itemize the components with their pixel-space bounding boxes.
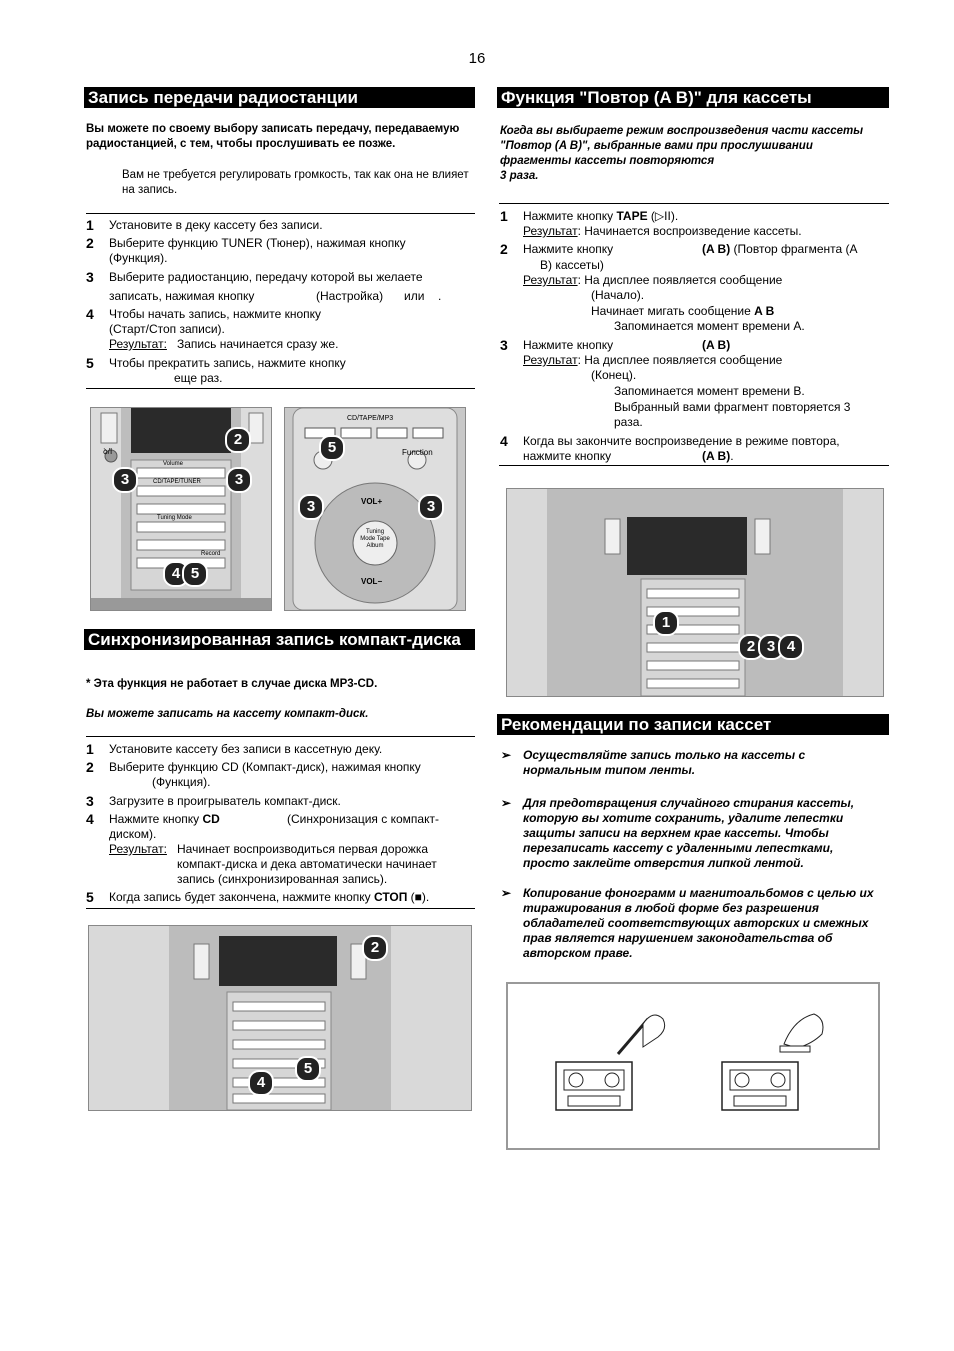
divider: [86, 736, 475, 737]
ab-repeat-unit-figure: [506, 488, 884, 697]
result-label: Результат: [523, 224, 578, 238]
unit-drawing: [507, 489, 883, 696]
step-button-name: (A B): [702, 338, 731, 352]
callout-badge: 5: [295, 1056, 321, 1082]
step-button-name: СТОП: [373, 890, 408, 904]
step-number: 1: [86, 741, 94, 757]
step-text: Чтобы прекратить запись, нажмите кнопку: [109, 356, 346, 370]
step-text-cont: (■).: [407, 890, 430, 904]
step-number: 3: [86, 269, 94, 285]
tip-text: Осуществляйте запись только на кассеты с нормальным типом ленты.: [523, 748, 806, 777]
remote-voldown-label: VOL−: [361, 577, 383, 586]
remote-top-label: CD/TAPE/MP3: [347, 415, 394, 422]
step-text-cont: .: [730, 449, 734, 463]
step-number: 1: [500, 208, 508, 224]
callout-badge: 3: [758, 634, 784, 660]
step-text-cont: (Функция).: [152, 775, 211, 789]
step-button-name: TAPE: [616, 209, 648, 223]
tip-text: Для предотвращения случайного стирания кассеты, которую вы хотите сохранить, удалите лепестки защиты записи на верхнем крае кассеты. Чтобы перезаписать кассету с удаленными лепестками, просто заклейте отверстия липкой лентой.: [523, 796, 855, 870]
result-label: Результат:: [109, 842, 167, 856]
callout-badge: 2: [225, 427, 251, 453]
step-number: 5: [86, 889, 94, 905]
step-text: Выберите радиостанцию, передачу которой вы желаете: [109, 270, 423, 284]
step-text-cont: диском).: [109, 827, 157, 841]
result-text: Начинает мигать сообщение: [591, 304, 755, 318]
step-text-cont: (Настройка): [316, 289, 384, 303]
result-text: (Начало).: [591, 288, 645, 302]
cd-sync-intro: Вы можете записать на кассету компакт-диск.: [86, 708, 369, 720]
step-button-name: (A B): [702, 242, 731, 256]
tip-item: [501, 886, 889, 961]
step-number: 3: [86, 793, 94, 809]
tip-item: [501, 796, 883, 871]
step-number: 1: [86, 217, 94, 233]
remote-function-label: Function: [402, 448, 433, 457]
callout-badge: 4: [248, 1070, 274, 1096]
ab-repeat-intro: Когда вы выбираете режим воспроизведения части кассеты "Повтор (A B)", выбранные вами при прослушивании фрагменты кассеты повторяются 3 раза.: [500, 125, 864, 182]
ab-repeat-steps: [500, 209, 889, 464]
step-number: 4: [500, 433, 508, 449]
result-text: Выбранный вами фрагмент повторяется 3 раза.: [614, 400, 851, 429]
section-title-radio-recording: Запись передачи радиостанции: [84, 87, 475, 108]
step-text-cont: (▷II).: [647, 209, 679, 223]
tip-item: [501, 748, 883, 778]
result-text: (Конец).: [591, 368, 637, 382]
step-text: Нажмите кнопку: [523, 242, 614, 256]
step-text: Установите в деку кассету без записи.: [109, 218, 323, 232]
callout-badge: 2: [738, 634, 764, 660]
step-number: 3: [500, 337, 508, 353]
result-text: Запоминается момент времени B.: [614, 384, 805, 398]
step-number: 5: [86, 355, 94, 371]
page-number: 16: [468, 50, 486, 67]
step-number: 4: [86, 306, 94, 322]
divider: [499, 203, 889, 204]
step-text-cont: (Функция).: [109, 251, 168, 265]
section-title-recording-tips: Рекомендации по записи кассет: [497, 714, 889, 735]
cassette-right: [722, 1014, 823, 1110]
volume-label: Volume: [163, 461, 184, 467]
cd-sync-steps: [86, 742, 475, 907]
step-button-name: CD: [202, 812, 220, 826]
result-text: : На дисплее появляется сообщение: [577, 353, 783, 367]
step-text: Нажмите кнопку: [109, 812, 203, 826]
remote-volup-label: VOL+: [361, 497, 383, 506]
radio-steps: [86, 218, 475, 388]
divider: [86, 388, 475, 389]
step-text: Нажмите кнопку: [523, 209, 617, 223]
divider: [499, 465, 889, 466]
unit-drawing: [89, 926, 471, 1110]
record-label: Record: [201, 551, 221, 557]
power-label: ꝺ/I: [103, 447, 113, 456]
step-text-cont: (Старт/Стоп записи).: [109, 322, 225, 336]
mp3-note: * Эта функция не работает в случае диска MP3-CD.: [86, 678, 378, 690]
step-text-cont: B) кассеты): [540, 258, 604, 272]
callout-badge: 3: [418, 494, 444, 520]
callout-badge: 3: [112, 467, 138, 493]
step-text-cont: .: [438, 289, 442, 303]
callout-badge: 4: [778, 634, 804, 660]
result-label: Результат: [523, 273, 578, 287]
cassette-tabs-figure: [506, 982, 880, 1150]
result-text: : Начинается воспроизведение кассеты.: [577, 224, 802, 238]
result-text: : На дисплее появляется сообщение: [577, 273, 783, 287]
ab-intro-text: Когда вы выбираете режим воспроизведения части кассеты "Повтор (A B)", выбранные вами при прослушивании фрагменты кассеты повторяются: [500, 125, 864, 167]
step-number: 2: [500, 241, 508, 257]
callout-badge: 3: [298, 494, 324, 520]
result-label: Результат:: [109, 337, 167, 351]
callout-badge: 1: [653, 610, 679, 636]
arrow-icon: ➢: [501, 886, 512, 900]
cassette-drawing: [508, 984, 878, 1148]
section-title-ab-repeat: Функция "Повтор (A B)" для кассеты: [497, 87, 889, 108]
cd-sync-unit-figure: [88, 925, 472, 1111]
step-button-name: (A B): [702, 449, 731, 463]
divider: [86, 908, 475, 909]
step-text: Установите кассету без записи в кассетную деку.: [109, 742, 383, 756]
divider: [86, 213, 475, 214]
step-text-cont: или: [404, 289, 425, 303]
step-text: Загрузите в проигрыватель компакт-диск.: [109, 794, 341, 808]
result-text: Начинает воспроизводиться первая дорожка компакт-диска и дека автоматически начинает запись (синхронизированная запись).: [177, 842, 437, 886]
arrow-icon: ➢: [501, 796, 512, 810]
tape-label: CD/TAPE/TUNER: [153, 479, 201, 485]
step-text-cont: (Повтор фрагмента (A: [730, 242, 858, 256]
step-text-cont: нажмите кнопку: [523, 449, 612, 463]
arrow-icon: ➢: [501, 748, 512, 762]
result-text: Запоминается момент времени A.: [614, 319, 805, 333]
radio-intro: Вы можете по своему выбору записать передачу, передаваемую радиостанцией, с тем, чтобы прослушивать ее позже.: [86, 123, 460, 150]
section-title-cd-sync: Синхронизированная запись компакт-диска: [84, 629, 475, 650]
step-text: Чтобы начать запись, нажмите кнопку: [109, 307, 322, 321]
step-text-cont: еще раз.: [174, 371, 223, 385]
step-text: Нажмите кнопку: [523, 338, 614, 352]
ab-intro-end: 3 раза: [500, 170, 536, 182]
step-text: Когда запись будет закончена, нажмите кнопку: [109, 890, 374, 904]
step-text: Выберите функцию TUNER (Тюнер), нажимая кнопку: [109, 236, 406, 250]
step-number: 2: [86, 759, 94, 775]
step-number: 2: [86, 235, 94, 251]
callout-badge: 4: [163, 561, 189, 587]
step-text-cont: (Синхронизация с компакт-: [287, 812, 439, 826]
callout-badge: 5: [182, 561, 208, 587]
cassette-left: [556, 1015, 665, 1110]
result-label: Результат: [523, 353, 578, 367]
result-text-bold: A B: [754, 304, 775, 318]
callout-badge: 5: [319, 435, 345, 461]
step-text: Выберите функцию CD (Компакт-диск), нажимая кнопку: [109, 760, 421, 774]
callout-badge: 3: [226, 467, 252, 493]
radio-note: Вам не требуется регулировать громкость, так как она не влияет на запись.: [122, 169, 469, 196]
step-text: Когда вы закончите воспроизведение в режиме повтора,: [523, 434, 840, 448]
tip-text: Копирование фонограмм и магнитоальбомов с целью их тиражирования в любой форме без разрешения обладателей соответствующих авторских и смежных прав является нарушением законодательства об авторском праве.: [523, 886, 874, 960]
step-number: 4: [86, 811, 94, 827]
tuning-label: Tuning Mode: [157, 515, 192, 521]
step-text-cont: записать, нажимая кнопку: [109, 289, 255, 303]
remote-center-label: Tuning Mode Tape Album: [360, 529, 390, 549]
result-text: Запись начинается сразу же.: [177, 337, 339, 351]
callout-badge: 2: [362, 935, 388, 961]
